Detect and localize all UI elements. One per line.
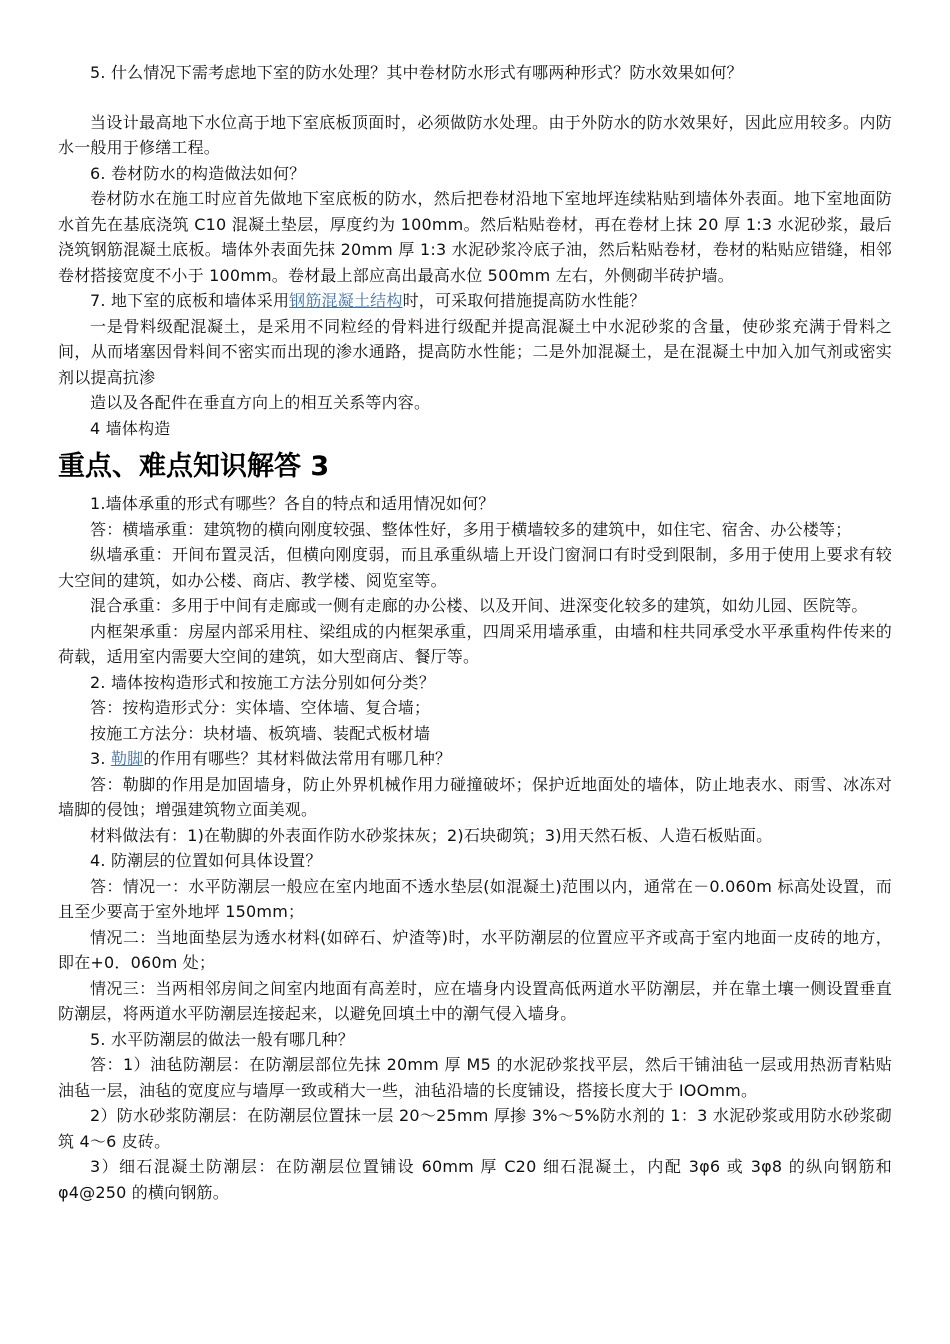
wall-answer-1-inner-frame: 内框架承重：房屋内部采用柱、梁组成的内框架承重，四周采用墙承重，由墙和柱共同承受水平承重构件传来的荷载，适用室内需要大空间的建筑，如大型商店、餐厅等。: [58, 621, 892, 666]
wall-answer-5-concrete: 3）细石混凝土防潮层：在防潮层位置铺设 60mm 厚 C20 细石混凝土，内配 3φ6 或 3φ8 的纵向钢筋和 φ4@250 的横向钢筋。: [58, 1157, 892, 1202]
wall-question-3-text: 的作用有哪些？其材料做法常用有哪几种？: [143, 749, 452, 768]
wall-question-1: 1.墙体承重的形式有哪些？各自的特点和适用情况如何？: [90, 494, 495, 513]
text-fragment: 造以及各配件在垂直方向上的相互关系等内容。: [90, 393, 431, 412]
wall-answer-4-case-3: 情况三：当两相邻房间之间室内地面有高差时，应在墙身内设置高低两道水平防潮层，并在靠土壤一侧设置垂直防潮层，将两道水平防潮层连接起来，以避免回填土中的潮气侵入墙身。: [58, 978, 892, 1023]
wall-question-3-number: 3.: [90, 749, 111, 768]
section-heading: 重点、难点知识解答 3: [58, 451, 330, 482]
wall-answer-4-case-1: 答：情况一：水平防潮层一般应在室内地面不透水垫层(如混凝土)范围以内，通常在－0.060m 标高处设置，而且至少要高于室外地坪 150mm；: [58, 876, 892, 921]
wall-answer-5-felt: 答：1）油毡防潮层：在防潮层部位先抹 20mm 厚 M5 的水泥砂浆找平层，然后干铺油毡一层或用热沥青粘贴油毡一层，油毡的宽度应与墙厚一致或稍大一些，油毡沿墙的长度铺设，搭接长度大于 IOOmm。: [58, 1055, 892, 1100]
question-7-text-before: 7. 地下室的底板和墙体采用: [90, 291, 290, 310]
wall-answer-2-method: 按施工方法分：块材墙、板筑墙、装配式板材墙: [90, 723, 431, 743]
question-6: 6. 卷材防水的构造做法如何？: [90, 163, 306, 183]
wall-answer-1-longitudinal: 纵墙承重：开间布置灵活，但横向刚度弱，而且承重纵墙上开设门窗洞口有时受到限制，多用于使用上要求有较大空间的建筑，如办公楼、商店、教学楼、阅览室等。: [58, 545, 892, 590]
wall-question-5: 5. 水平防潮层的做法一般有哪几种？: [90, 1029, 354, 1049]
question-5: 5. 什么情况下需考虑地下室的防水处理？其中卷材防水形式有哪两种形式？防水效果如何？: [90, 63, 743, 82]
link-plinth[interactable]: 勒脚: [110, 749, 144, 768]
wall-question-3: [58, 746, 892, 772]
question-7: [58, 288, 892, 314]
wall-answer-5-mortar: 2）防水砂浆防潮层：在防潮层位置抹一层 20～25mm 厚掺 3%～5%防水剂的 1：3 水泥砂浆或用防水砂浆砌筑 4～6 皮砖。: [58, 1106, 892, 1151]
answer-7: 一是骨料级配混凝土，是采用不同粒经的骨料进行级配并提高混凝土中水泥砂浆的含量，使砂浆充满于骨料之间，从而堵塞因骨料间不密实而出现的渗水通路，提高防水性能；二是外加混凝土，是在混凝土中加入加气剂或密实剂以提高抗渗: [58, 316, 892, 387]
link-reinforced-concrete-structure[interactable]: 钢筋混凝土结构: [289, 291, 403, 310]
wall-question-4: 4. 防潮层的位置如何具体设置？: [90, 851, 322, 870]
answer-5: 当设计最高地下水位高于地下室底板顶面时，必须做防水处理。由于外防水的防水效果好，因此应用较多。内防水一般用于修缮工程。: [58, 112, 892, 157]
question-7-text-after: 时，可采取何措施提高防水性能？: [402, 291, 646, 310]
answer-6: 卷材防水在施工时应首先做地下室底板的防水，然后把卷材沿地下室地坪连续粘贴到墙体外表面。地下室地面防水首先在基底浇筑 C10 混凝土垫层，厚度约为 100mm。然后粘贴卷材，再在卷材上抹 20 厚 1:3 水泥砂浆，最后浇筑钢筋混凝土底板。墙体外表面先抹 20mm 厚 1:3 水泥砂浆冷底子油，然后粘贴卷材，卷材的粘贴应错缝，相邻卷材搭接宽度不小于 100mm。卷材最上部应高出最高水位 500mm 左右，外侧砌半砖护墙。: [58, 189, 892, 285]
wall-answer-3-materials: 材料做法有：1)在勒脚的外表面作防水砂浆抹灰；2)石块砌筑；3)用天然石板、人造石板贴面。: [90, 825, 773, 845]
spacer: [58, 86, 892, 110]
wall-answer-2-construction: 答：按构造形式分：实体墙、空体墙、复合墙；: [90, 698, 431, 717]
wall-answer-1-mixed: 混合承重：多用于中间有走廊或一侧有走廊的办公楼、以及开间、进深变化较多的建筑，如幼儿园、医院等。: [90, 596, 868, 615]
chapter-title: 4 墙体构造: [90, 418, 171, 438]
wall-answer-3-function: 答：勒脚的作用是加固墙身，防止外界机械作用力碰撞破坏；保护近地面处的墙体，防止地表水、雨雪、冰冻对墙脚的侵蚀；增强建筑物立面美观。: [58, 774, 892, 819]
wall-question-2: 2. 墙体按构造形式和按施工方法分别如何分类？: [90, 672, 435, 692]
wall-answer-4-case-2: 情况二：当地面垫层为透水材料(如碎石、炉渣等)时，水平防潮层的位置应平齐或高于室内地面一皮砖的地方，即在+0．060m 处；: [58, 927, 892, 972]
wall-answer-1-transverse: 答：横墙承重：建筑物的横向刚度较强、整体性好，多用于横墙较多的建筑中，如住宅、宿舍、办公楼等；: [90, 519, 852, 539]
